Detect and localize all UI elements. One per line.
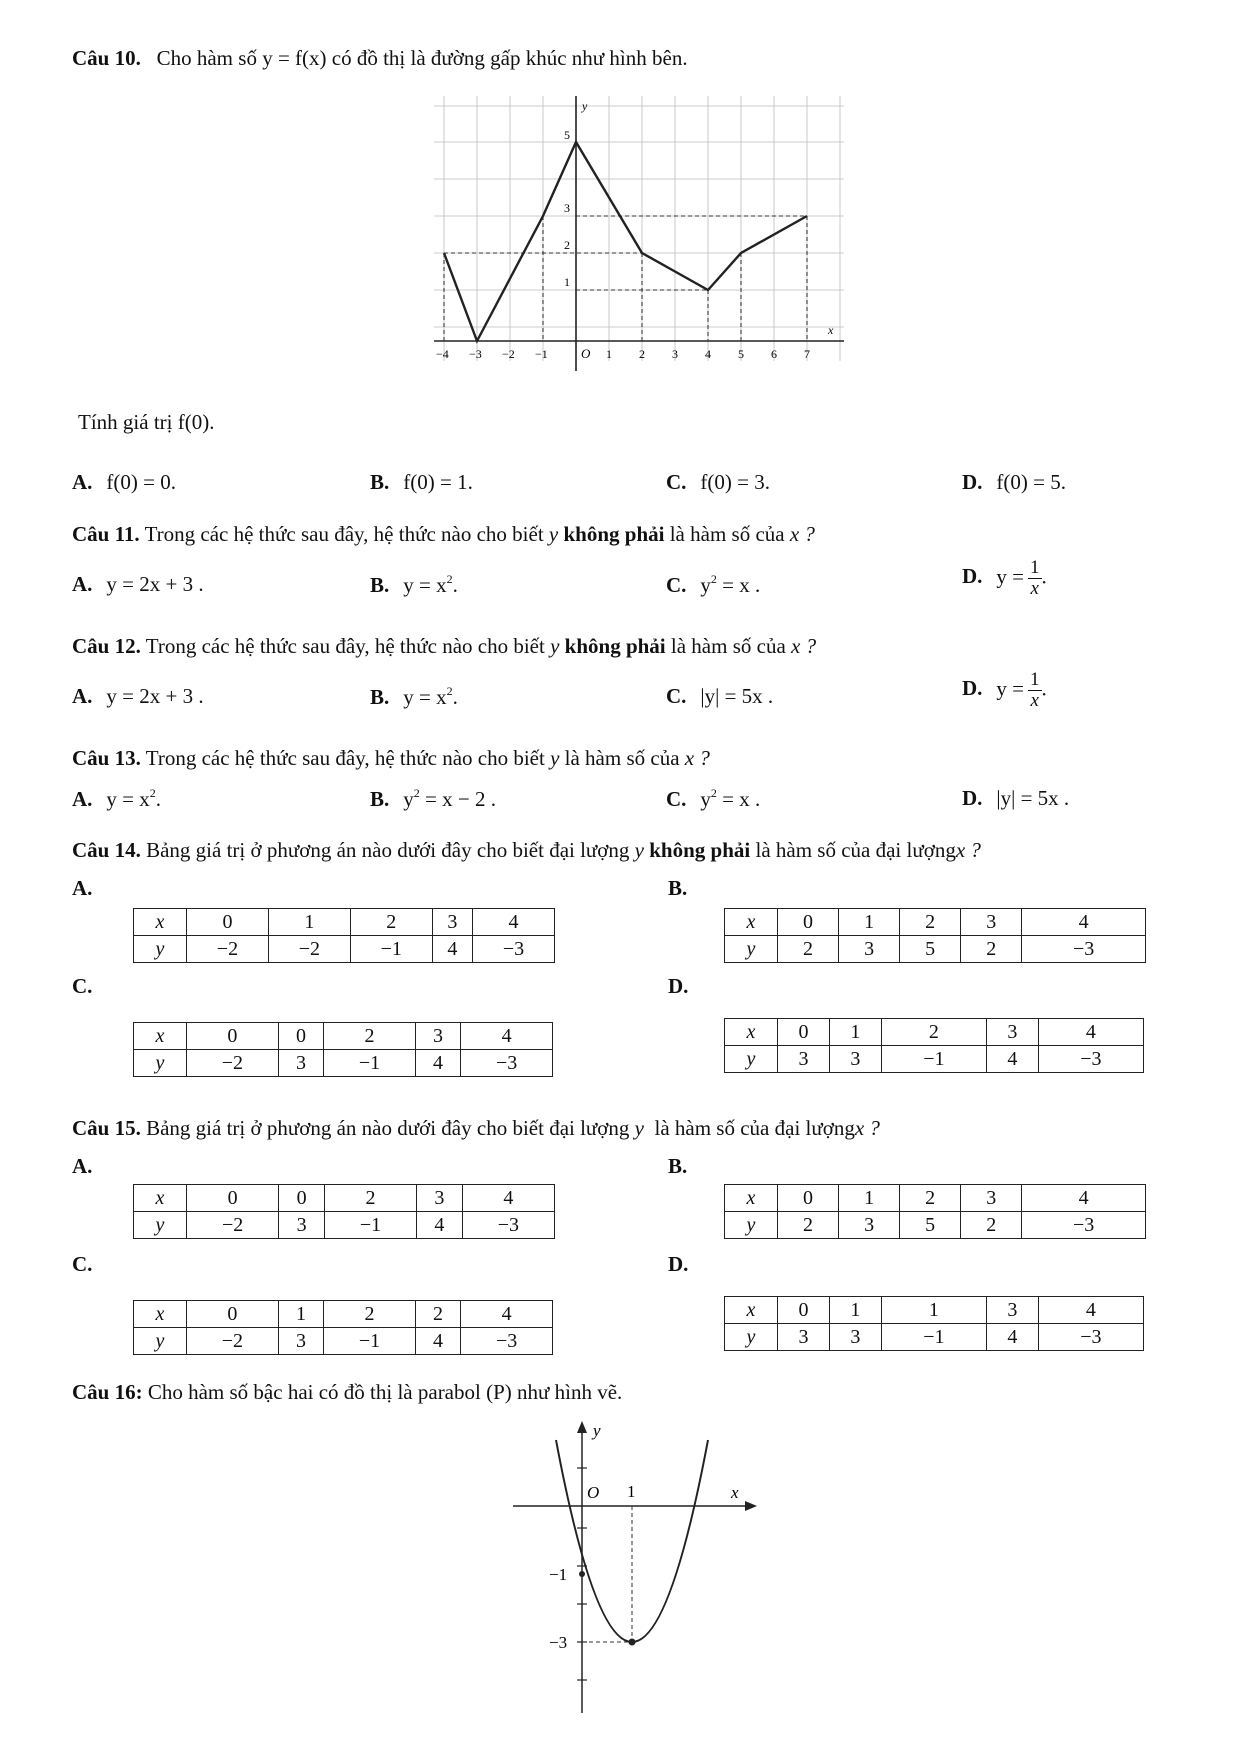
q10-xtick: 2 — [639, 347, 645, 361]
q10-text: Cho hàm số y = f(x) có đồ thị là đường gấp khúc như hình bên. — [156, 46, 688, 70]
q10-xtick: −4 — [436, 347, 449, 361]
q10-ytick-1: 1 — [564, 275, 570, 289]
q11-prompt: Câu 11. Trong các hệ thức sau đây, hệ thức nào cho biết y không phải là hàm số của x ? — [72, 522, 815, 546]
q12-option-a[interactable]: A. y = 2x + 3 . — [72, 684, 204, 708]
q13-option-c[interactable]: C. $y^2 = x$ . — [666, 786, 761, 811]
table-row: x 0 1 2 3 4 — [725, 1019, 1144, 1046]
q12-prompt: Câu 12. Trong các hệ thức sau đây, hệ thức nào cho biết y không phải là hàm số của x ? — [72, 634, 817, 658]
q10-option-d[interactable]: D. f(0) = 5. — [962, 470, 1066, 494]
q13-option-a[interactable]: A. $y = x^2$. — [72, 786, 162, 811]
q14-option-d-key[interactable]: D. — [668, 974, 689, 998]
q10-xtick: −2 — [502, 347, 515, 361]
q10-xtick: −3 — [469, 347, 482, 361]
q15-table-b — [724, 1184, 1146, 1239]
q13-prompt: Câu 13. Trong các hệ thức sau đây, hệ thức nào cho biết y là hàm số của x ? — [72, 746, 710, 770]
table-row: x 0 0 2 3 4 — [134, 1185, 555, 1212]
table-row: x 0 1 1 3 4 — [725, 1297, 1144, 1324]
table-row: y −2 3 −1 4 −3 — [134, 1050, 553, 1077]
q15-option-a-key[interactable]: A. — [72, 1154, 93, 1178]
q10-xtick: 3 — [672, 347, 678, 361]
q10-prompt — [72, 46, 688, 71]
table-row: y −2 3 −1 4 −3 — [134, 1328, 553, 1355]
q14-option-c-key[interactable]: C. — [72, 974, 93, 998]
q13-option-b[interactable]: B. $y^2 = x - 2$ . — [370, 786, 496, 811]
table-row: x 0 1 2 2 4 — [134, 1301, 553, 1328]
q15-option-d-key[interactable]: D. — [668, 1252, 689, 1276]
q10-origin-label: O — [581, 346, 591, 361]
q11-option-a[interactable]: A. y = 2x + 3 . — [72, 572, 204, 596]
q15-option-b-key[interactable]: B. — [668, 1154, 688, 1178]
table-row: x 0 0 2 3 4 — [134, 1023, 553, 1050]
q10-xtick: 4 — [705, 347, 711, 361]
q14-table-d — [724, 1018, 1144, 1073]
q15-option-c-key[interactable]: C. — [72, 1252, 93, 1276]
q16-prompt: Câu 16: Cho hàm số bậc hai có đồ thị là parabol (P) như hình vẽ. — [72, 1380, 623, 1404]
q11-option-c[interactable]: C. $y^2 = x$ . — [666, 572, 761, 597]
q16-graph — [505, 1418, 765, 1718]
table-row: x 0 1 2 3 4 — [725, 1185, 1146, 1212]
q10-x-label: x — [828, 323, 834, 337]
q13-option-d[interactable]: D. |y| = 5x . — [962, 786, 1070, 810]
q16-y-label: y — [593, 1421, 601, 1440]
table-row: y −2 −2 −1 4 −3 — [134, 936, 555, 963]
q14-table-c — [133, 1022, 553, 1077]
table-row: y 2 3 5 2 −3 — [725, 1212, 1146, 1239]
q10-option-a[interactable]: A. f(0) = 0. — [72, 470, 176, 494]
q16-y-intercept-point — [579, 1571, 585, 1577]
q10-xtick: −1 — [535, 347, 548, 361]
q16-ytick-m1: −1 — [549, 1565, 568, 1584]
q11-option-b[interactable]: B. $y = x^2$. — [370, 572, 458, 597]
q14-table-b — [724, 908, 1146, 963]
q16-x-label: x — [731, 1483, 739, 1502]
q15-prompt: Câu 15. Bảng giá trị ở phương án nào dưới đây cho biết đại lượng y là hàm số của đại lượngx ? — [72, 1116, 880, 1140]
q16-x-arrow — [745, 1501, 757, 1511]
q12-option-c[interactable]: C. |y| = 5x . — [666, 684, 774, 708]
q10-option-c[interactable]: C. f(0) = 3. — [666, 470, 770, 494]
q15-table-d — [724, 1296, 1144, 1351]
q16-vertex-point — [629, 1639, 636, 1646]
q10-ytick-5: 5 — [564, 128, 570, 142]
q11-option-d[interactable]: D. y = $\frac{1}{x}$ . — [962, 557, 1047, 599]
q10-ytick-3: 3 — [564, 201, 570, 215]
q10-label: Câu 10. — [72, 46, 141, 70]
q10-ytick-2: 2 — [564, 238, 570, 252]
q15-table-a — [133, 1184, 555, 1239]
q14-prompt: Câu 14. Bảng giá trị ở phương án nào dưới đây cho biết đại lượng y không phải là hàm số của đại lượngx ? — [72, 838, 981, 862]
q14-option-b-key[interactable]: B. — [668, 876, 688, 900]
table-row: y −2 3 −1 4 −3 — [134, 1212, 555, 1239]
table-row: x 0 1 2 3 4 — [134, 909, 555, 936]
table-row: y 2 3 5 2 −3 — [725, 936, 1146, 963]
q10-y-label: y — [582, 99, 588, 113]
table-row: y 3 3 −1 4 −3 — [725, 1046, 1144, 1073]
q10-xtick: 5 — [738, 347, 744, 361]
q10-ask: Tính giá trị f(0). — [78, 410, 215, 434]
q14-table-a — [133, 908, 555, 963]
q16-ytick-m3: −3 — [549, 1633, 568, 1652]
q16-origin-label: O — [587, 1483, 600, 1502]
q12-option-d[interactable]: D. y = $\frac{1}{x}$ . — [962, 669, 1047, 711]
q14-option-a-key[interactable]: A. — [72, 876, 93, 900]
table-row: y 3 3 −1 4 −3 — [725, 1324, 1144, 1351]
q10-xtick: 1 — [606, 347, 612, 361]
q10-xtick: 6 — [771, 347, 777, 361]
q10-xtick: 7 — [804, 347, 810, 361]
q10-graph — [434, 96, 844, 371]
q10-option-b[interactable]: B. f(0) = 1. — [370, 470, 473, 494]
q16-xtick-1: 1 — [627, 1482, 636, 1501]
q12-option-b[interactable]: B. $y = x^2$. — [370, 684, 458, 709]
table-row: x 0 1 2 3 4 — [725, 909, 1146, 936]
q15-table-c — [133, 1300, 553, 1355]
q16-y-arrow — [577, 1421, 587, 1433]
